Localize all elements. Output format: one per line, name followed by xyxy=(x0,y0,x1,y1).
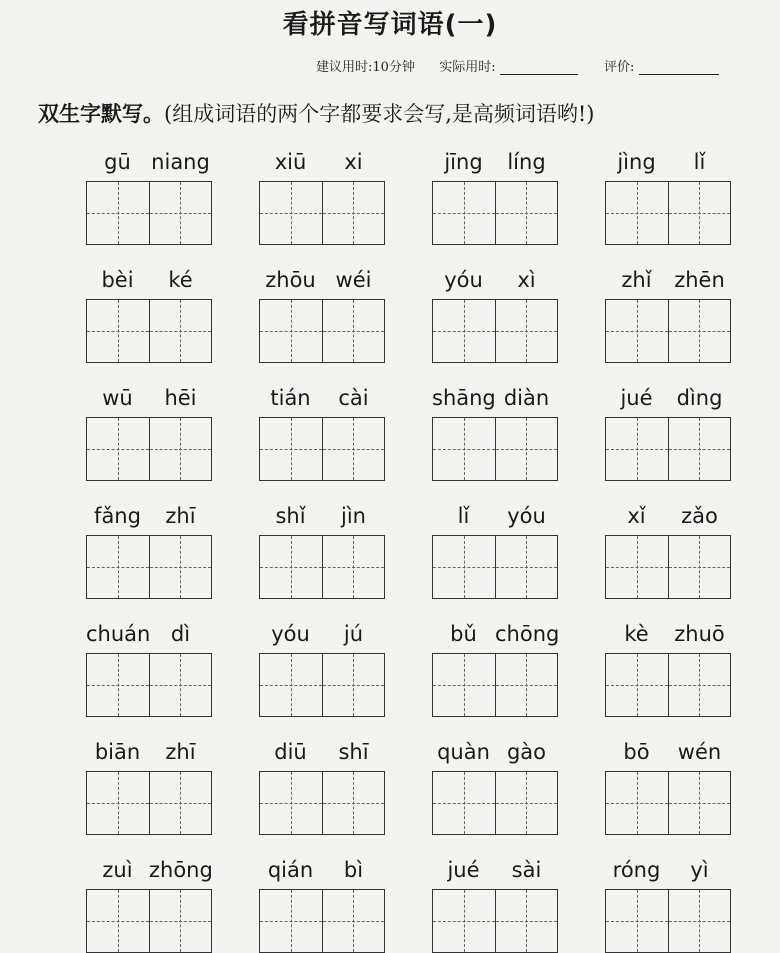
tianzige-boxes xyxy=(432,653,558,717)
writing-cell[interactable] xyxy=(433,654,495,716)
tianzige-boxes xyxy=(86,181,212,245)
pinyin-label xyxy=(86,268,212,296)
writing-cell[interactable] xyxy=(495,890,558,952)
writing-cell[interactable] xyxy=(606,772,668,834)
pinyin-label xyxy=(432,268,558,296)
writing-cell[interactable] xyxy=(87,418,149,480)
tianzige-boxes xyxy=(259,417,385,481)
pinyin-syllable-1: jué xyxy=(620,386,653,410)
tianzige-boxes xyxy=(432,181,558,245)
writing-cell[interactable] xyxy=(606,418,668,480)
tianzige-boxes xyxy=(86,417,212,481)
tianzige-boxes xyxy=(259,181,385,245)
writing-cell[interactable] xyxy=(87,182,149,244)
pinyin-syllable-1: chuán xyxy=(86,622,151,646)
pinyin-label xyxy=(432,740,558,768)
suggested-time-label: 建议用时:10分钟 xyxy=(316,60,415,75)
writing-cell[interactable] xyxy=(433,890,495,952)
pinyin-syllable-2: wéi xyxy=(335,268,372,292)
writing-cell[interactable] xyxy=(149,536,212,598)
writing-cell[interactable] xyxy=(149,772,212,834)
tianzige-boxes xyxy=(432,299,558,363)
tianzige-boxes xyxy=(605,535,731,599)
pinyin-syllable-1: biān xyxy=(94,740,141,764)
tianzige-boxes xyxy=(86,771,212,835)
pinyin-syllable-1: diū xyxy=(274,740,307,764)
writing-cell[interactable] xyxy=(260,654,322,716)
pinyin-syllable-2: diàn xyxy=(503,386,550,410)
writing-cell[interactable] xyxy=(87,654,149,716)
tianzige-boxes xyxy=(86,889,212,953)
writing-cell[interactable] xyxy=(606,536,668,598)
tianzige-boxes xyxy=(259,889,385,953)
writing-cell[interactable] xyxy=(433,536,495,598)
writing-cell[interactable] xyxy=(260,890,322,952)
pinyin-label xyxy=(259,858,385,886)
writing-cell[interactable] xyxy=(322,654,385,716)
writing-cell[interactable] xyxy=(606,182,668,244)
pinyin-syllable-2: zhī xyxy=(165,740,196,764)
tianzige-boxes xyxy=(605,181,731,245)
tianzige-boxes xyxy=(86,299,212,363)
writing-cell[interactable] xyxy=(149,890,212,952)
writing-cell[interactable] xyxy=(149,654,212,716)
pinyin-label xyxy=(86,386,212,414)
pinyin-syllable-2: bì xyxy=(343,858,364,882)
pinyin-syllable-2: zhōng xyxy=(149,858,213,882)
pinyin-syllable-2: dìng xyxy=(676,386,723,410)
writing-cell[interactable] xyxy=(322,300,385,362)
pinyin-label xyxy=(86,622,212,650)
pinyin-label xyxy=(432,622,558,650)
pinyin-syllable-2: jìn xyxy=(341,504,366,528)
pinyin-syllable-2: yóu xyxy=(507,504,546,528)
pinyin-syllable-1: zhōu xyxy=(265,268,316,292)
writing-cell[interactable] xyxy=(433,418,495,480)
writing-cell[interactable] xyxy=(322,182,385,244)
writing-cell[interactable] xyxy=(260,418,322,480)
pinyin-syllable-1: fǎng xyxy=(94,504,141,528)
tianzige-boxes xyxy=(605,771,731,835)
writing-cell[interactable] xyxy=(322,536,385,598)
pinyin-syllable-2: cài xyxy=(338,386,369,410)
writing-cell[interactable] xyxy=(87,890,149,952)
writing-cell[interactable] xyxy=(260,772,322,834)
tianzige-boxes xyxy=(86,535,212,599)
writing-cell[interactable] xyxy=(495,654,558,716)
pinyin-syllable-1: jué xyxy=(447,858,480,882)
pinyin-syllable-1: yóu xyxy=(271,622,310,646)
pinyin-syllable-1: jīng xyxy=(444,150,483,174)
writing-cell[interactable] xyxy=(495,182,558,244)
writing-cell[interactable] xyxy=(433,772,495,834)
writing-cell[interactable] xyxy=(260,182,322,244)
writing-cell[interactable] xyxy=(260,300,322,362)
pinyin-syllable-1: bō xyxy=(623,740,650,764)
writing-cell[interactable] xyxy=(495,300,558,362)
tianzige-boxes xyxy=(605,889,731,953)
pinyin-label xyxy=(605,622,731,650)
pinyin-syllable-2: hēi xyxy=(164,386,197,410)
tianzige-boxes xyxy=(432,535,558,599)
tianzige-boxes xyxy=(259,653,385,717)
pinyin-label xyxy=(432,504,558,532)
writing-cell[interactable] xyxy=(87,300,149,362)
tianzige-boxes xyxy=(432,417,558,481)
writing-cell[interactable] xyxy=(495,536,558,598)
pinyin-syllable-2: dì xyxy=(170,622,191,646)
pinyin-label xyxy=(86,858,212,886)
pinyin-label xyxy=(259,268,385,296)
pinyin-label xyxy=(605,268,731,296)
tianzige-boxes xyxy=(86,653,212,717)
pinyin-syllable-1: shǐ xyxy=(275,504,306,528)
writing-cell[interactable] xyxy=(322,418,385,480)
pinyin-syllable-2: chōng xyxy=(495,622,560,646)
pinyin-syllable-1: bǔ xyxy=(450,622,477,646)
writing-cell[interactable] xyxy=(606,300,668,362)
pinyin-syllable-1: wū xyxy=(102,386,133,410)
pinyin-label xyxy=(86,740,212,768)
pinyin-syllable-2: sài xyxy=(511,858,542,882)
pinyin-label xyxy=(259,150,385,178)
writing-cell[interactable] xyxy=(668,654,731,716)
pinyin-label xyxy=(432,150,558,178)
pinyin-syllable-2: jú xyxy=(343,622,364,646)
pinyin-label xyxy=(605,150,731,178)
pinyin-label xyxy=(432,386,558,414)
writing-cell[interactable] xyxy=(495,772,558,834)
pinyin-syllable-2: zhēn xyxy=(674,268,725,292)
tianzige-boxes xyxy=(605,417,731,481)
writing-cell[interactable] xyxy=(87,536,149,598)
writing-cell[interactable] xyxy=(606,890,668,952)
pinyin-syllable-1: xǐ xyxy=(627,504,646,528)
pinyin-label xyxy=(605,740,731,768)
evaluation-label: 评价: xyxy=(604,60,635,75)
writing-cell[interactable] xyxy=(260,536,322,598)
pinyin-label xyxy=(86,504,212,532)
actual-time-label: 实际用时: xyxy=(439,60,496,75)
tianzige-boxes xyxy=(432,771,558,835)
pinyin-syllable-1: zuì xyxy=(102,858,133,882)
pinyin-syllable-1: xiū xyxy=(274,150,307,174)
pinyin-syllable-2: líng xyxy=(507,150,546,174)
writing-cell[interactable] xyxy=(149,182,212,244)
pinyin-label xyxy=(432,858,558,886)
tianzige-boxes xyxy=(432,889,558,953)
pinyin-syllable-2: wén xyxy=(677,740,722,764)
writing-cell[interactable] xyxy=(495,418,558,480)
pinyin-syllable-1: kè xyxy=(624,622,649,646)
pinyin-syllable-1: lǐ xyxy=(457,504,470,528)
writing-cell[interactable] xyxy=(433,300,495,362)
pinyin-syllable-2: zǎo xyxy=(681,504,718,528)
pinyin-label xyxy=(605,386,731,414)
writing-cell[interactable] xyxy=(668,418,731,480)
tianzige-boxes xyxy=(259,299,385,363)
pinyin-syllable-1: qián xyxy=(267,858,314,882)
pinyin-syllable-2: zhī xyxy=(165,504,196,528)
writing-cell[interactable] xyxy=(322,772,385,834)
tianzige-boxes xyxy=(259,771,385,835)
writing-cell[interactable] xyxy=(668,772,731,834)
tianzige-boxes xyxy=(605,653,731,717)
pinyin-label xyxy=(259,740,385,768)
pinyin-syllable-1: zhǐ xyxy=(621,268,652,292)
pinyin-label xyxy=(605,858,731,886)
pinyin-syllable-1: gū xyxy=(104,150,131,174)
pinyin-syllable-1: shāng xyxy=(432,386,496,410)
pinyin-syllable-2: niang xyxy=(151,150,210,174)
writing-cell[interactable] xyxy=(668,890,731,952)
pinyin-label xyxy=(259,622,385,650)
pinyin-syllable-2: xi xyxy=(344,150,363,174)
pinyin-syllable-1: yóu xyxy=(444,268,483,292)
pinyin-syllable-2: gào xyxy=(506,740,547,764)
writing-cell[interactable] xyxy=(668,536,731,598)
pinyin-syllable-1: tián xyxy=(270,386,311,410)
pinyin-syllable-1: jìng xyxy=(617,150,656,174)
pinyin-label xyxy=(86,150,212,178)
writing-cell[interactable] xyxy=(606,654,668,716)
pinyin-syllable-2: zhuō xyxy=(674,622,725,646)
page-title: 看拼音写词语(一) xyxy=(282,10,498,40)
tianzige-boxes xyxy=(605,299,731,363)
writing-cell[interactable] xyxy=(322,890,385,952)
pinyin-syllable-1: bèi xyxy=(101,268,134,292)
instruction-heading: 双生字默写。 xyxy=(38,102,164,126)
writing-cell[interactable] xyxy=(668,300,731,362)
pinyin-syllable-2: xì xyxy=(517,268,536,292)
pinyin-syllable-1: róng xyxy=(612,858,661,882)
pinyin-syllable-2: ké xyxy=(168,268,193,292)
writing-cell[interactable] xyxy=(149,300,212,362)
pinyin-label xyxy=(259,504,385,532)
pinyin-syllable-1: quàn xyxy=(437,740,490,764)
writing-cell[interactable] xyxy=(87,772,149,834)
pinyin-syllable-2: lǐ xyxy=(693,150,706,174)
tianzige-boxes xyxy=(259,535,385,599)
instruction-note: (组成词语的两个字都要求会写,是高频词语哟!) xyxy=(164,102,595,126)
writing-cell[interactable] xyxy=(668,182,731,244)
pinyin-syllable-2: yì xyxy=(690,858,709,882)
pinyin-syllable-2: shī xyxy=(338,740,369,764)
writing-cell[interactable] xyxy=(149,418,212,480)
pinyin-label xyxy=(605,504,731,532)
pinyin-label xyxy=(259,386,385,414)
writing-cell[interactable] xyxy=(433,182,495,244)
